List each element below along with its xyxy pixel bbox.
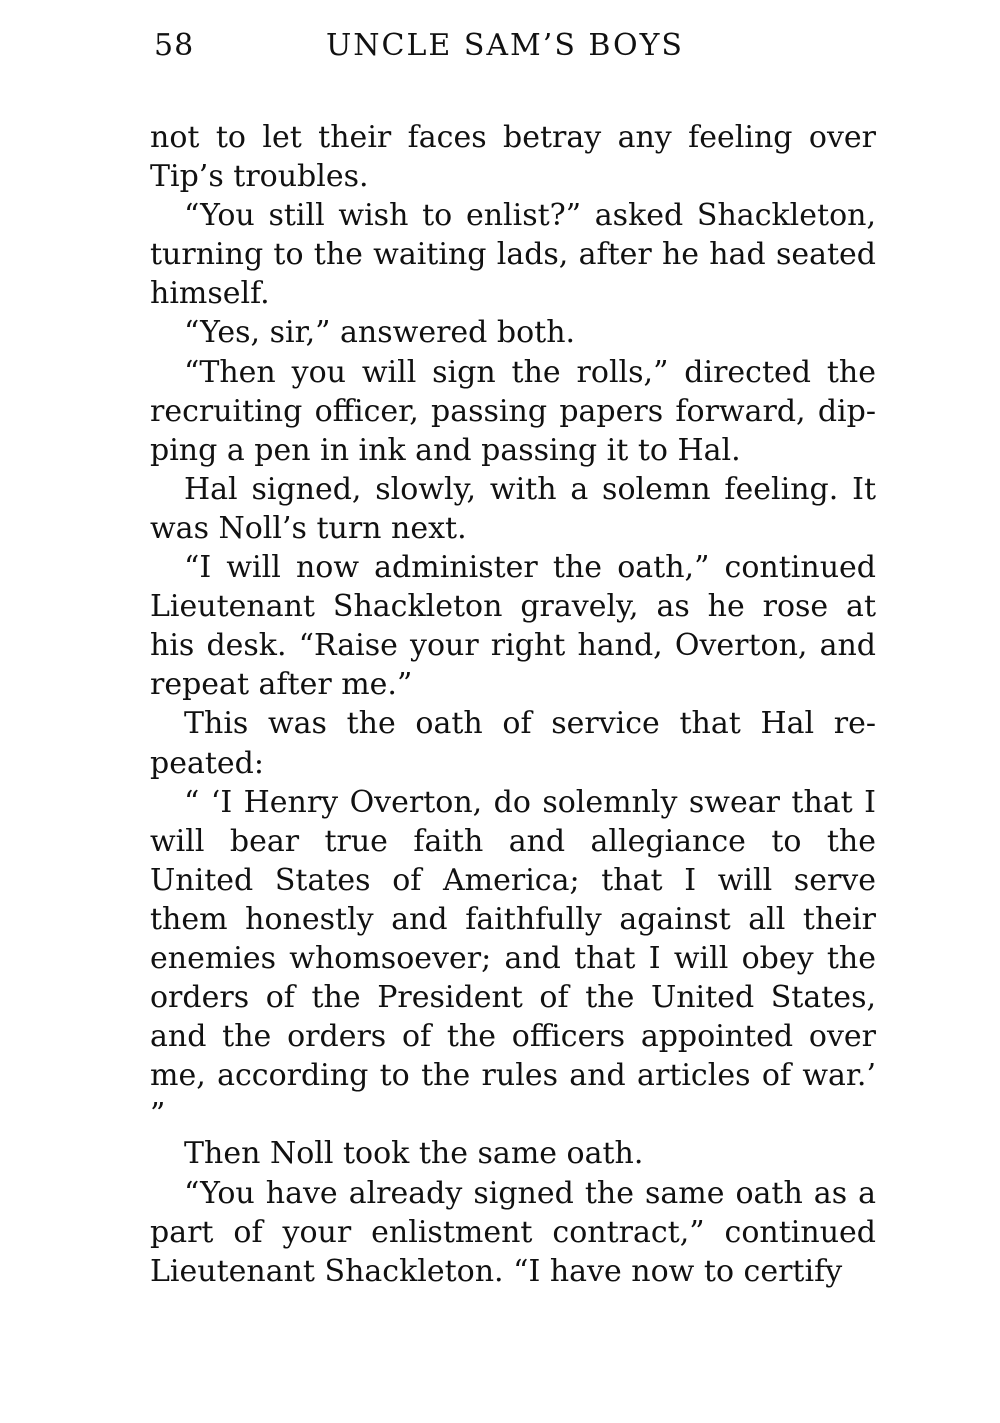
paragraph: “You still wish to enlist?” asked Shackleton, turning to the waiting lads, after he had seated himself. [150,198,876,312]
paragraph: “Then you will sign the rolls,” directed the recruiting officer, passing papers forward, dipping a pen in ink and passing it to Hal. [150,354,876,468]
paragraph: This was the oath of service that Hal repeated: [150,706,876,781]
paragraph: “I will now administer the oath,” continued Lieutenant Shackleton gravely, as he rose at his desk. “Raise your right hand, Overton, and repeat after me.” [150,550,876,703]
paragraph: “Yes, sir,” answered both. [184,315,576,351]
paragraph: Then Noll took the same oath. [184,1136,644,1172]
paragraph: “You have already signed the same oath as a part of your enlistment contract,” continued Lieutenant Shackleton. “I have now to certify [150,1175,876,1289]
paragraph: Hal signed, slowly, with a solemn feeling. It was Noll’s turn next. [150,471,876,546]
book-page [150,28,876,1291]
page-number: 58 [154,28,195,63]
running-title: UNCLE SAM’S BOYS [326,28,684,63]
running-head [150,28,876,72]
paragraph: not to let their faces betray any feeling over Tip’s troubles. [150,120,876,195]
paragraph: “ ‘I Henry Overton, do solemnly swear that I will bear true faith and allegiance to the United States of America; that I will serve them honestly and faithfully against all their enemies whomsoever; and that I will obey the orders of the President of the United States, and the orders of the officers appointed over me, according to the rules and articles of war.’ ” [150,784,876,1133]
body-text [150,118,876,1291]
